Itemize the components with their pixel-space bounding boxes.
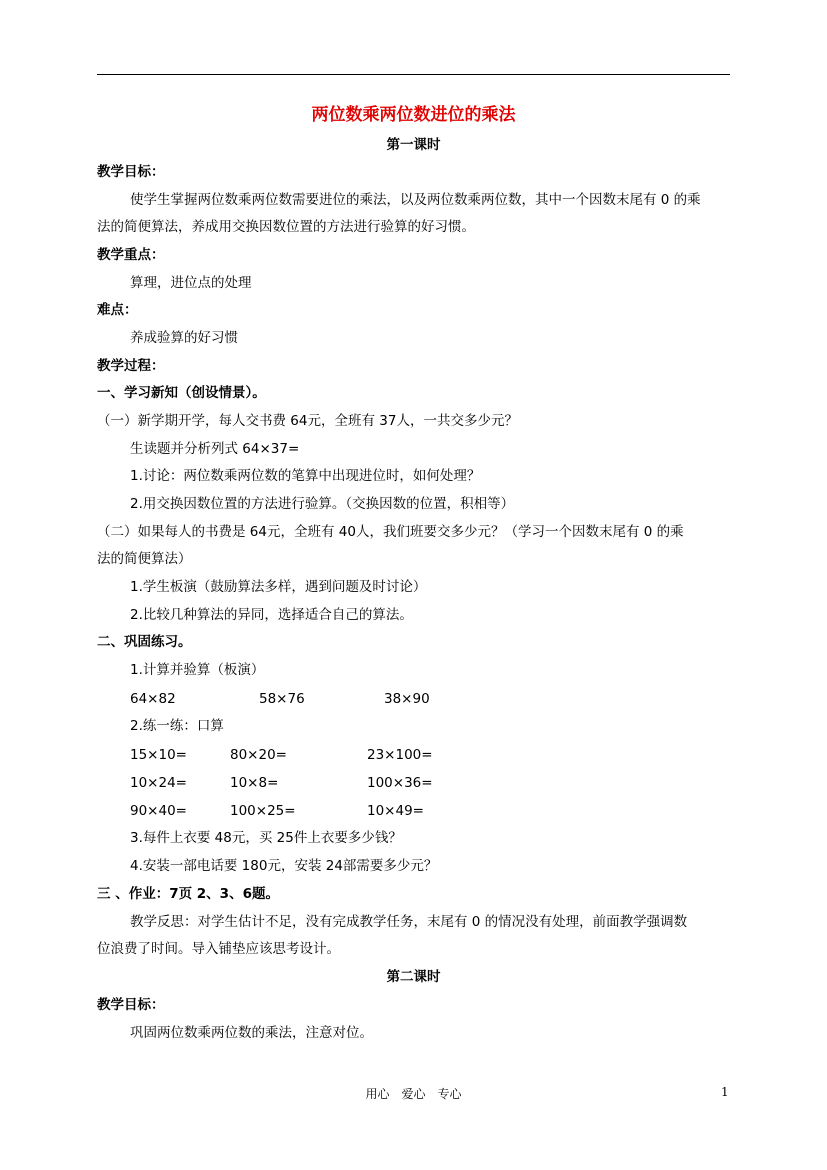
oral-item: 23×100= xyxy=(367,747,433,763)
key-paragraph: 算理，进位点的处理 xyxy=(130,275,252,291)
calc-item: 64×82 xyxy=(130,691,176,707)
oral-item: 10×8= xyxy=(230,775,279,791)
section1-part2-line2: 法的简便算法） xyxy=(97,551,192,567)
reflection-line1: 教学反思：对学生估计不足，没有完成教学任务，末尾有 0 的情况没有处理，前面教学强调数 xyxy=(130,914,688,930)
difficulty-paragraph: 养成验算的好习惯 xyxy=(130,330,238,346)
page-title: 两位数乘两位数进位的乘法 xyxy=(311,105,516,125)
section2-item4: 4.安装一部电话要 180元，安装 24部需要多少元？ xyxy=(130,858,438,874)
difficulty-heading: 难点： xyxy=(97,302,138,318)
header-rule xyxy=(97,74,730,75)
section2-item2: 2.练一练：口算 xyxy=(130,718,224,734)
section1-part2-step2: 2.比较几种算法的异同，选择适合自己的算法。 xyxy=(130,607,413,623)
lesson-heading-1: 第一课时 xyxy=(386,137,441,153)
goal-paragraph-line2: 法的简便算法，养成用交换因数位置的方法进行验算的好习惯。 xyxy=(97,219,475,235)
oral-item: 100×25= xyxy=(230,803,296,819)
key-heading: 教学重点： xyxy=(97,247,165,263)
oral-item: 15×10= xyxy=(130,747,187,763)
section1-part2-line1: （二）如果每人的书费是 64元，全班有 40人，我们班要交多少元？（学习一个因数末尾有 0 的乘 xyxy=(97,524,684,540)
goal-paragraph-line1: 使学生掌握两位数乘两位数需要进位的乘法，以及两位数乘两位数，其中一个因数末尾有 0 的乘 xyxy=(130,192,701,208)
section1-part1-step1: 1.讨论：两位数乘两位数的笔算中出现进位时，如何处理？ xyxy=(130,468,481,484)
section1-part1-step0: 生读题并分析列式 64×37= xyxy=(130,441,300,457)
section1-part1-step2: 2.用交换因数位置的方法进行验算。（交换因数的位置，积相等） xyxy=(130,496,515,512)
reflection-line2: 位浪费了时间。导入铺垫应该思考设计。 xyxy=(97,941,340,957)
process-heading: 教学过程： xyxy=(97,358,165,374)
oral-item: 90×40= xyxy=(130,803,187,819)
oral-item: 10×49= xyxy=(367,803,424,819)
calc-item: 58×76 xyxy=(259,691,305,707)
section1-heading: 一、学习新知（创设情景）。 xyxy=(97,385,266,401)
section3-heading: 三 、作业：7页 2、3、6题。 xyxy=(97,886,279,902)
oral-item: 80×20= xyxy=(230,747,287,763)
goal2-paragraph: 巩固两位数乘两位数的乘法，注意对位。 xyxy=(130,1025,373,1041)
section1-part2-step1: 1.学生板演（鼓励算法多样，遇到问题及时讨论） xyxy=(130,579,427,595)
calc-item: 38×90 xyxy=(384,691,430,707)
section2-item3: 3.每件上衣要 48元，买 25件上衣要多少钱？ xyxy=(130,830,402,846)
section2-heading: 二、巩固练习。 xyxy=(97,634,192,650)
oral-item: 100×36= xyxy=(367,775,433,791)
footer-motto: 用心 爱心 专心 xyxy=(365,1087,462,1101)
goal-heading: 教学目标： xyxy=(97,164,165,180)
section1-part1: （一）新学期开学，每人交书费 64元，全班有 37人，一共交多少元？ xyxy=(97,413,518,429)
lesson-heading-2: 第二课时 xyxy=(386,969,441,985)
page-number: 1 xyxy=(721,1085,729,1099)
oral-item: 10×24= xyxy=(130,775,187,791)
goal2-heading: 教学目标： xyxy=(97,997,165,1013)
section2-item1: 1.计算并验算（板演） xyxy=(130,662,265,678)
